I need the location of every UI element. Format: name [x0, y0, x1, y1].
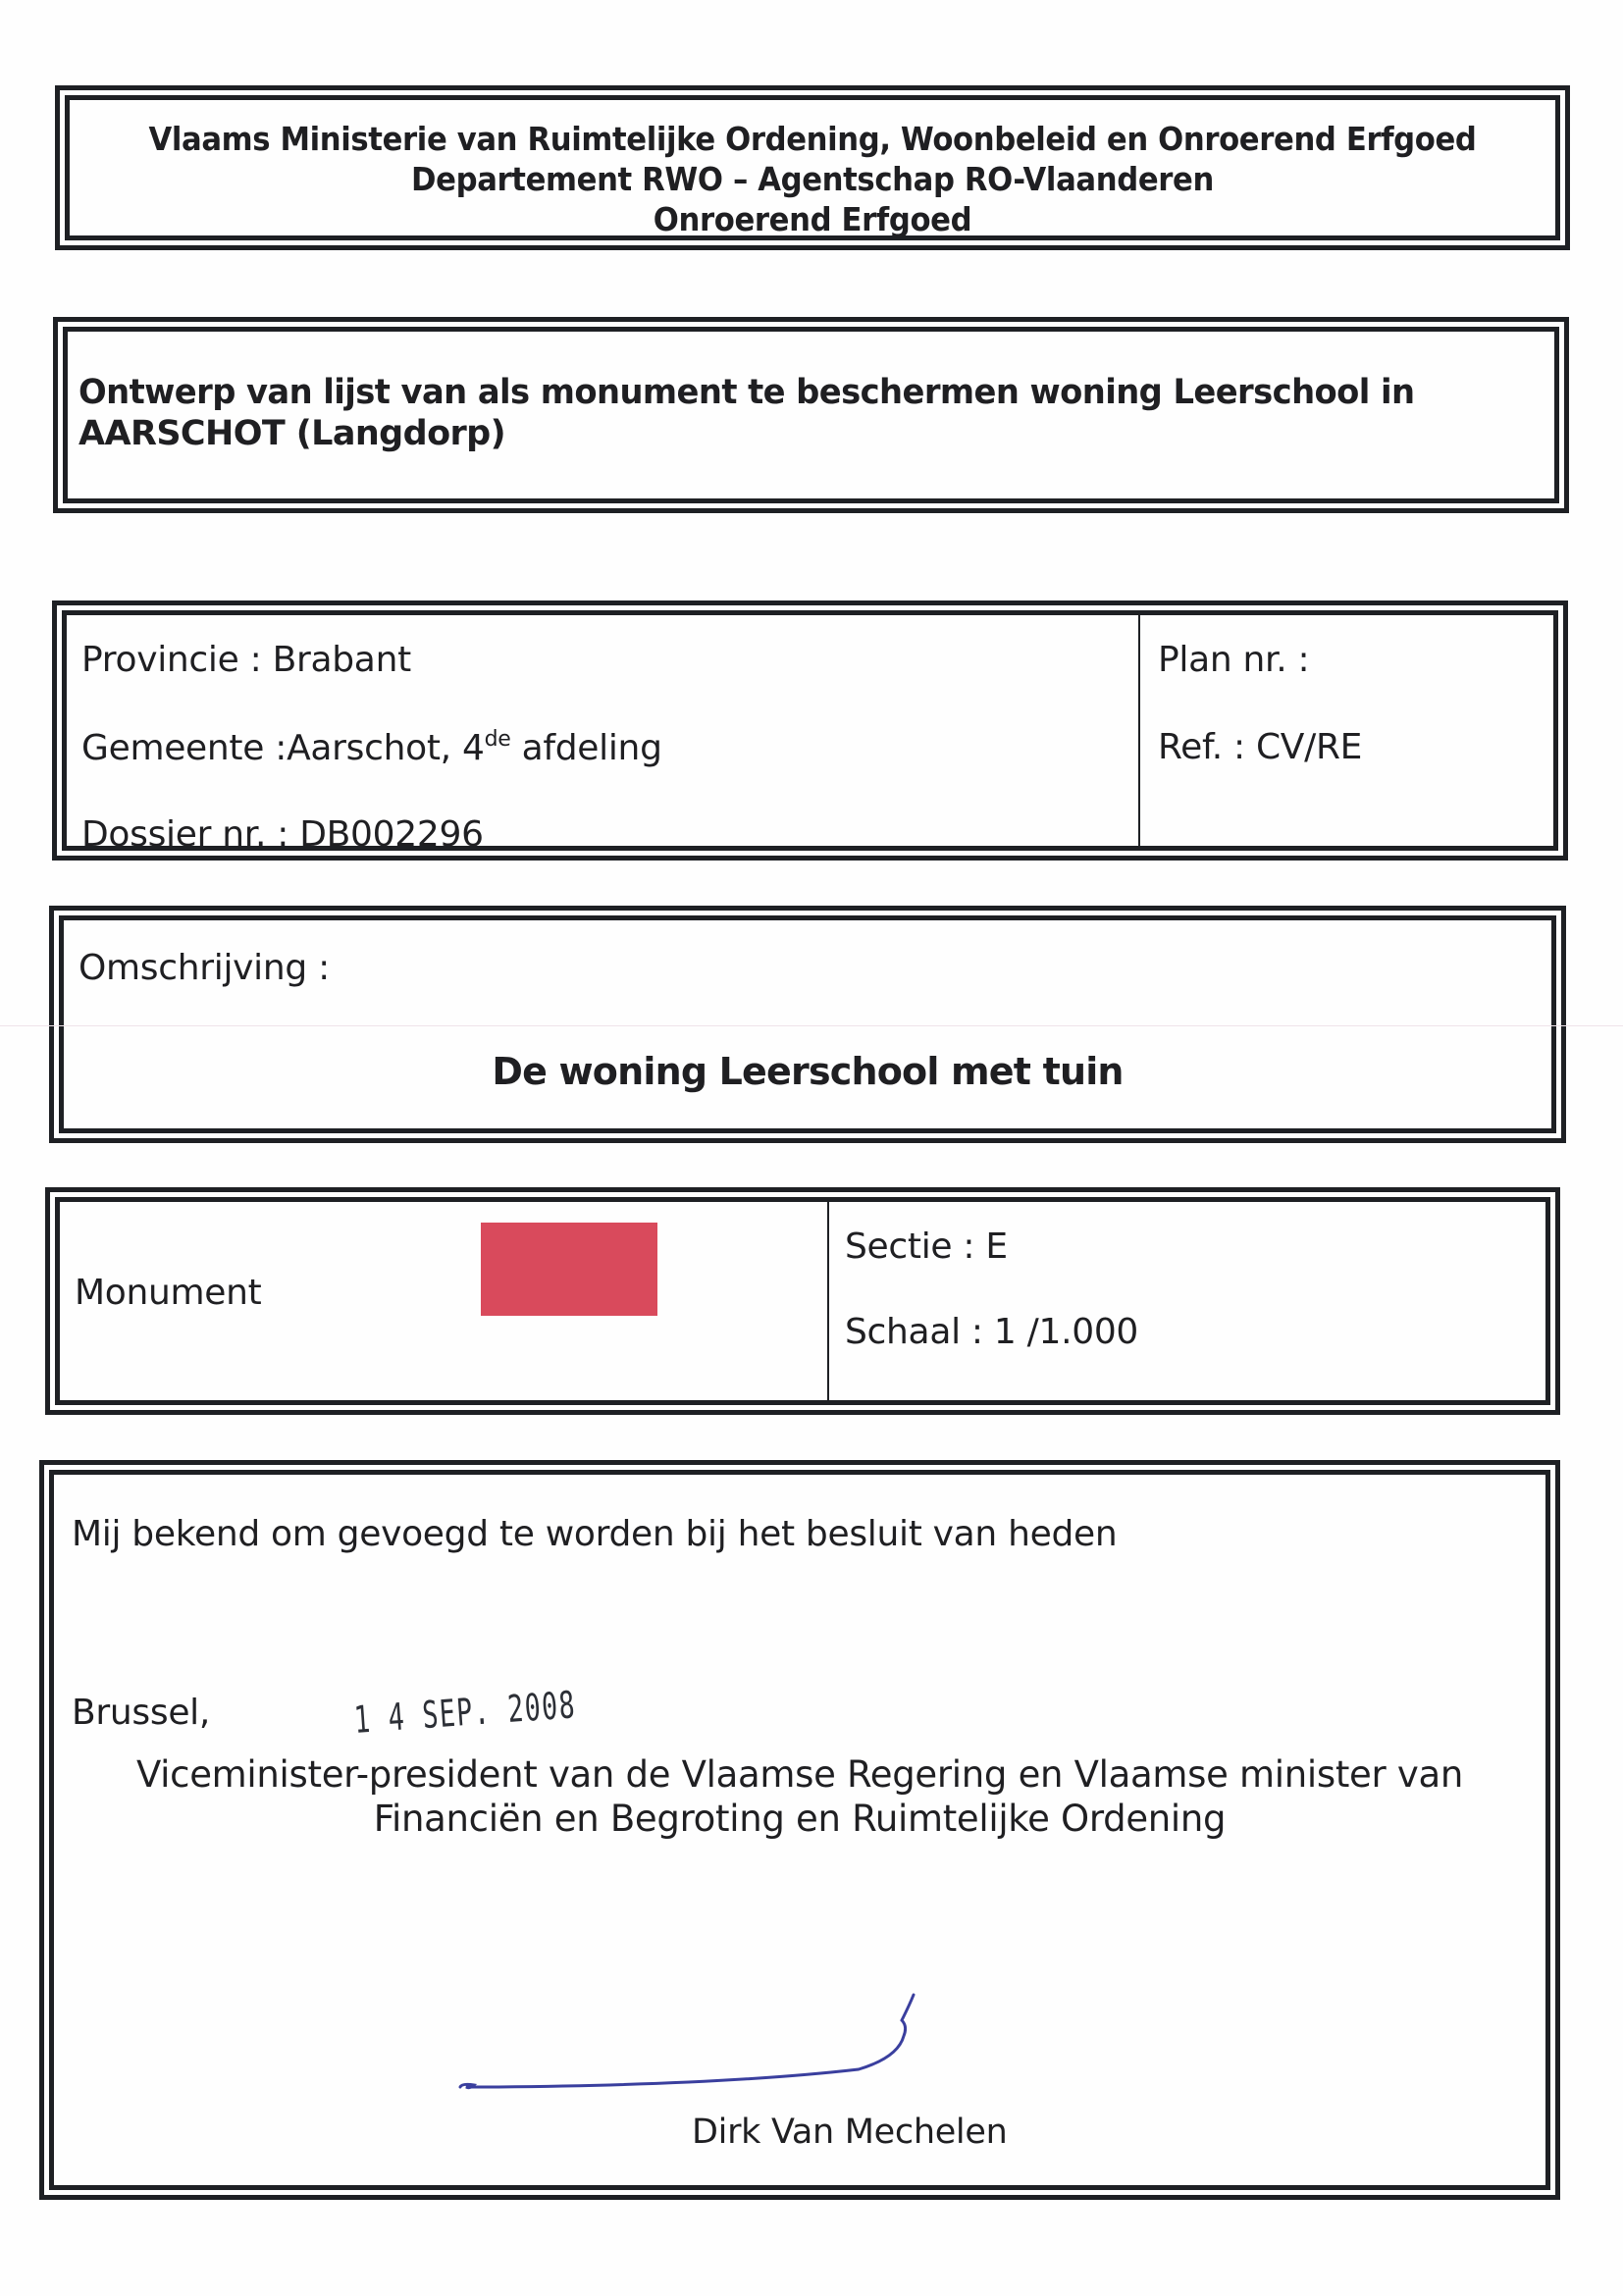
signatory-name: Dirk Van Mechelen [692, 2113, 1008, 2152]
gemeente-superscript: de [484, 727, 511, 752]
document-title-box [53, 317, 1569, 513]
signatory-title-line2: Financiën en Begroting en Ruimtelijke Ordening [373, 1798, 1227, 1840]
date-stamp: 1 4 SEP. 2008 [352, 1683, 578, 1742]
place-label: Brussel, [72, 1693, 211, 1733]
section-field: Sectie : E [845, 1226, 1008, 1267]
signatory-title-line1: Viceminister-president van de Vlaamse Regering en Vlaamse minister van [135, 1753, 1464, 1796]
gemeente-suffix: afdeling [510, 728, 662, 768]
ministry-name: Vlaams Ministerie van Ruimtelijke Ordening, Woonbeleid en Onroerend Erfgoed [148, 120, 1477, 158]
reference-field: Ref. : CV/RE [1158, 727, 1363, 767]
scale-field: Schaal : 1 /1.000 [845, 1312, 1139, 1352]
column-divider [1138, 615, 1140, 846]
description-box [49, 906, 1566, 1143]
gemeente-field [81, 727, 662, 768]
agency-name: Onroerend Erfgoed [653, 200, 972, 238]
document-title-line1: Ontwerp van lijst van als monument te beschermen woning Leerschool in [79, 373, 1415, 412]
ministry-header-box [55, 85, 1570, 250]
document-title-line2: AARSCHOT (Langdorp) [79, 414, 506, 453]
provincie-field: Provincie : Brabant [81, 640, 411, 680]
monument-color-swatch [481, 1223, 657, 1316]
monument-legend-label: Monument [75, 1273, 262, 1313]
legend-column-divider [827, 1202, 829, 1400]
admin-info-box [52, 600, 1568, 861]
description-label: Omschrijving : [79, 948, 330, 988]
scan-artifact-line [0, 1025, 1623, 1026]
department-name: Departement RWO – Agentschap RO-Vlaanderen [411, 160, 1214, 198]
approval-statement: Mij bekend om gevoegd te worden bij het besluit van heden [72, 1514, 1118, 1554]
plan-number-field: Plan nr. : [1158, 640, 1310, 680]
gemeente-text: Gemeente :Aarschot, 4 [81, 728, 485, 768]
approval-box [39, 1460, 1560, 2200]
handwritten-signature [427, 1975, 937, 2103]
legend-box [45, 1187, 1560, 1415]
dossier-field: Dossier nr. : DB002296 [81, 814, 484, 855]
description-value: De woning Leerschool met tuin [492, 1050, 1124, 1093]
